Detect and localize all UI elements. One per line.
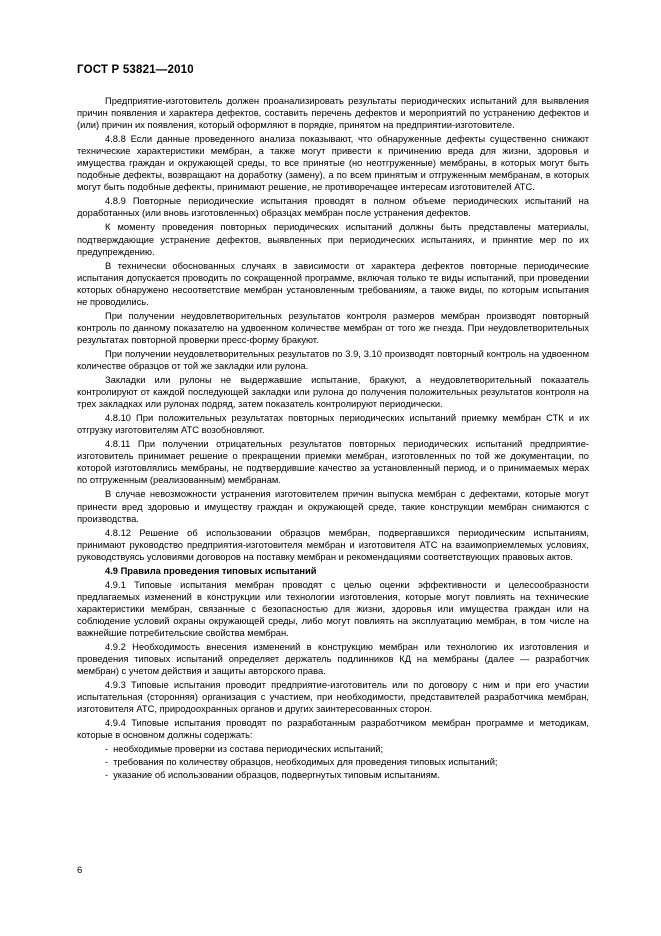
paragraph: 4.9.2 Необходимость внесения изменений в конструкцию мембран или технологию их изготовления и проведения типовых испытаний определяет держатель подлинников КД на мембраны (далее — разработчик мембран) с учетом действия и защиты авторского права.	[77, 642, 589, 677]
paragraph: 4.9.4 Типовые испытания проводят по разработанным разработчиком мембран программе и методикам, которые в основном должны содержать:	[77, 718, 589, 741]
paragraph: Закладки или рулоны не выдержавшие испытание, бракуют, а неудовлетворительный показатель контролируют от каждой последующей закладки или рулона до получения положительных результатов контроля на трех закладках или рулонах подряд, затем показатель контролируют периодически.	[77, 375, 589, 410]
paragraph: 4.8.9 Повторные периодические испытания проводят в полном объеме периодических испытаний на доработанных (или вновь изготовленных) образцах мембран после устранения дефектов.	[77, 196, 589, 219]
paragraph: В технически обоснованных случаях в зависимости от характера дефектов повторные периодические испытания допускается проводить по сокращенной программе, включая только те виды испытаний, при проведении которых обнаружено несоответствие мембран установленным требованиям, а также виды, по которым испытания не проводились.	[77, 260, 589, 307]
requirements-list	[77, 743, 589, 781]
paragraph: К моменту проведения повторных периодических испытаний должны быть представлены материалы, подтверждающие устранение дефектов, выявленных при периодических испытаниях, и принятие мер по их предупреждению.	[77, 222, 589, 257]
list-marker: -	[105, 744, 109, 755]
list-item-text: указание об использовании образцов, подвергнутых типовым испытаниям.	[113, 770, 440, 781]
paragraph: 4.9.3 Типовые испытания проводит предприятие-изготовитель или по договору с ним и при его участии испытательная (сторонняя) организация с участием, при необходимости, представителей разработчика мембран, изготовителя АТС, природоохранных органов и других заинтересованных сторон.	[77, 680, 589, 715]
list-marker: -	[105, 770, 109, 781]
section-title: 4.9 Правила проведения типовых испытаний	[105, 565, 317, 576]
paragraph: Предприятие-изготовитель должен проанализировать результаты периодических испытаний для выявления причин появления и характера дефектов, составить перечень дефектов и мероприятий по устранению дефектов и (или) причин их появления, который оформляют в порядке, принятом на предприятии-изготовителе.	[77, 96, 589, 131]
paragraph: 4.8.11 При получении отрицательных результатов повторных периодических испытаний предприятие-изготовитель принимает решение о прекращении приемки мембран, изготовленных по той же документации, по которой изготовлялись мембраны, не подтвердившие качество за установленный период, и о принимаемых мерах по отгруженным (реализованным) мембранам.	[77, 439, 589, 486]
list-item-text: необходимые проверки из состава периодических испытаний;	[113, 744, 384, 755]
paragraph: При получении неудовлетворительных результатов контроля размеров мембран производят повторный контроль по данному показателю на удвоенном количестве мембран от того же гнезда. При неудовлетворительных результатах повторной проверки пресс-форму бракуют.	[77, 310, 589, 345]
paragraph: 4.8.8 Если данные проведенного анализа показывают, что обнаруженные дефекты существенно снижают технические характеристики мембран, а также могут привести к причинению вреда для жизни, здоровья и имущества граждан и окружающей среды, то все принятые (но неотгруженные) мембраны, в которых могут быть подобные дефекты, возвращают на доработку (замену), а по всем принятым и отгруженным мембранам, в которых могут быть подобные дефекты, принимают решение, не противоречащее интересам изготовителей АТС.	[77, 134, 589, 193]
list-item	[77, 769, 589, 781]
paragraph: 4.9.1 Типовые испытания мембран проводят с целью оценки эффективности и целесообразности предлагаемых изменений в конструкции или технологии изготовления, которые могут повлиять на технические характеристики мембран, связанные с безопасностью для жизни, здоровья или имущества граждан или на соблюдение условий охраны окружающей среды, либо могут повлиять на эксплуатацию мембран, в том числе на важнейшие потребительские свойства мембран.	[77, 579, 589, 638]
list-item	[77, 743, 589, 755]
paragraph: При получении неудовлетворительных результатов по 3.9, 3.10 производят повторный контроль на удвоенном количестве образцов от той же закладки или рулона.	[77, 348, 589, 371]
document-header: ГОСТ Р 53821—2010	[77, 64, 194, 76]
page-content	[77, 95, 589, 783]
paragraph: 4.8.10 При положительных результатах повторных периодических испытаний приемку мембран СТК и их отгрузку изготовителям АТС возобновляют.	[77, 413, 589, 436]
paragraph: 4.8.12 Решение об использовании образцов мембран, подвергавшихся периодическим испытаниям, принимают руководство предприятия-изготовителя мембран и изготовителя АТС на взаимоприемлемых условиях, руководствуясь условиями договоров на поставку мембран и рекомендациями соответствующих правовых актов.	[77, 527, 589, 562]
list-marker: -	[105, 757, 109, 768]
page-number: 6	[77, 865, 83, 876]
list-item-text: требования по количеству образцов, необходимых для проведения типовых испытаний;	[113, 757, 498, 768]
list-item	[77, 756, 589, 768]
paragraph: В случае невозможности устранения изготовителем причин выпуска мембран с дефектами, которые могут принести вред здоровью и имуществу граждан и окружающей среде, такие конструкции мембран снимаются с производства.	[77, 489, 589, 524]
